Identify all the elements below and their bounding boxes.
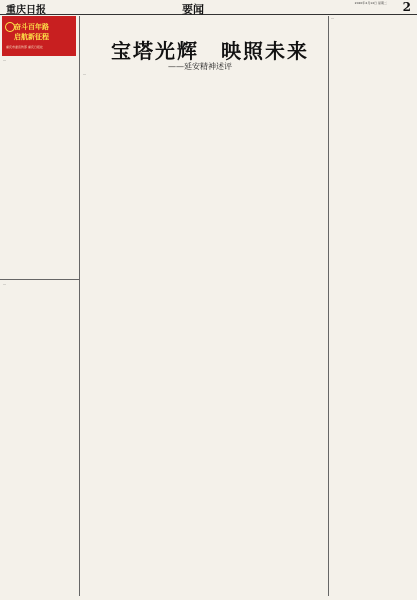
text-column-1 bbox=[3, 58, 77, 278]
masthead: 重庆日报 bbox=[6, 5, 46, 16]
issue-date: 2020年4月14日 星期二 bbox=[354, 1, 387, 5]
promo-line-3: 重庆市委宣传部 重庆日报社 bbox=[6, 45, 43, 49]
column-1-text: … bbox=[3, 58, 7, 62]
article-subhead: ——延安精神述评 bbox=[168, 62, 232, 71]
promo-banner bbox=[2, 16, 76, 56]
page-number: 2 bbox=[402, 0, 411, 14]
text-column-right bbox=[331, 16, 415, 596]
article-headline: 宝塔光辉 映照未来 bbox=[111, 39, 309, 63]
column-divider bbox=[328, 16, 329, 596]
main-article-text: … bbox=[83, 72, 87, 76]
main-article-body bbox=[83, 72, 323, 592]
section-title: 要闻 bbox=[182, 3, 204, 16]
page-header bbox=[0, 0, 417, 15]
promo-line-1: 奋斗百年路 bbox=[14, 23, 49, 31]
text-column-1b bbox=[3, 282, 77, 592]
section-divider bbox=[0, 279, 79, 280]
promo-line-2: 启航新征程 bbox=[14, 33, 49, 41]
column-1b-text: … bbox=[3, 282, 7, 286]
column-divider bbox=[79, 16, 80, 596]
right-column-text: … bbox=[331, 16, 335, 20]
